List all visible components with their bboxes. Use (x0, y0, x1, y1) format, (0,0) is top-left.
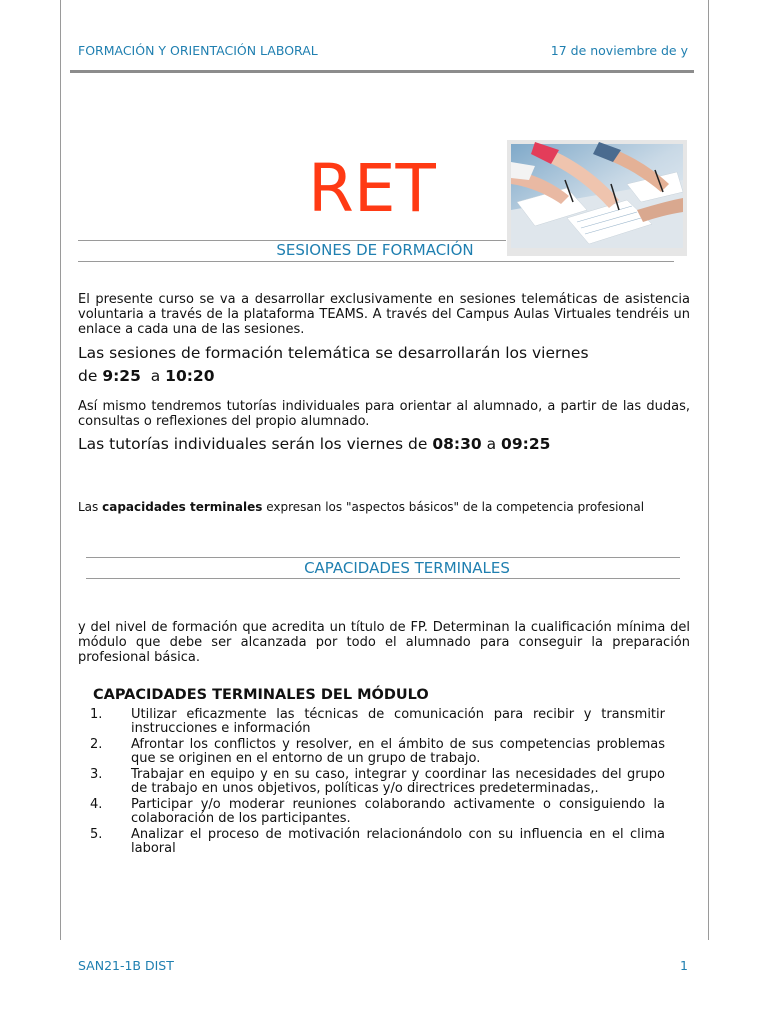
right-margin-line (708, 0, 709, 940)
modulo-heading: CAPACIDADES TERMINALES DEL MÓDULO (93, 687, 429, 703)
section2-title: CAPACIDADES TERMINALES (304, 559, 510, 577)
capacidades-intro (78, 500, 644, 514)
sessions-end-time: 10:20 (165, 367, 215, 385)
list-item-number: 5. (90, 827, 103, 842)
capacidades-list (90, 708, 665, 858)
footer-left-text: SAN21-1B DIST (78, 958, 174, 973)
list-item (90, 738, 665, 766)
capacidades-intro-pre: Las (78, 500, 103, 514)
tutorias-time-prefix: Las tutorías individuales serán los viernes de (78, 435, 433, 453)
list-item-text: Participar y/o moderar reuniones colaborando activamente o consiguiendo la colaboración de los participantes. (131, 797, 665, 826)
page-number: 1 (680, 958, 688, 973)
list-item (90, 798, 665, 826)
section1-bottom-rule (78, 261, 674, 262)
capacidades-intro-bold: capacidades terminales (102, 500, 263, 514)
students-writing-image (507, 140, 687, 256)
capacidades-intro-post: expresan los "aspectos básicos" de la competencia profesional (262, 500, 645, 514)
list-item (90, 828, 665, 856)
list-item-number: 1. (90, 707, 103, 722)
list-item-text: Afrontar los conflictos y resolver, en el ámbito de sus competencias problemas que se originen en el entorno de un grupo de trabajo. (131, 737, 665, 766)
tutorias-time-line (78, 433, 550, 455)
intro-paragraph: El presente curso se va a desarrollar exclusivamente en sesiones telemáticas de asistencia voluntaria a través de la plataforma TEAMS. A través del Campus Aulas Virtuales tendréis un enlace a cada una de las sesiones. (78, 292, 690, 337)
list-item-number: 4. (90, 797, 103, 812)
sessions-time-prefix: de (78, 367, 103, 385)
tutorias-end-time: 09:25 (501, 435, 551, 453)
sessions-line: Las sesiones de formación telemática se desarrollarán los viernes (78, 344, 589, 362)
page-title: RET (308, 150, 436, 227)
list-item-number: 3. (90, 767, 103, 782)
sessions-time-line (78, 365, 215, 387)
list-item-text: Utilizar eficazmente las técnicas de comunicación para recibir y transmitir instrucciones e información (131, 707, 665, 736)
tutorias-time-sep: a (481, 435, 502, 453)
sessions-start-time: 9:25 (102, 367, 141, 385)
header-divider (70, 70, 694, 73)
section1-title: SESIONES DE FORMACIÓN (276, 241, 474, 259)
list-item-text: Trabajar en equipo y en su caso, integrar y coordinar las necesidades del grupo de trabajo en unos objetivos, políticas y/o directrices predeterminadas,. (131, 767, 665, 796)
sessions-time-sep: a (140, 367, 166, 385)
section2-bottom-rule (86, 578, 680, 579)
tutorias-paragraph: Así mismo tendremos tutorías individuales para orientar al alumnado, a partir de las dudas, consultas o reflexiones del propio alumnado. (78, 399, 690, 429)
list-item-number: 2. (90, 737, 103, 752)
section2-top-rule (86, 557, 680, 558)
header-date-text: 17 de noviembre de y (550, 43, 688, 58)
capacidades-paragraph: y del nivel de formación que acredita un título de FP. Determinan la cualificación mínima del módulo que debe ser alcanzada por todo el alumnado para conseguir la preparación profesional básica. (78, 620, 690, 665)
tutorias-start-time: 08:30 (432, 435, 482, 453)
list-item (90, 768, 665, 796)
header-left-text: FORMACIÓN Y ORIENTACIÓN LABORAL (78, 43, 318, 58)
left-margin-line (60, 0, 61, 940)
list-item-text: Analizar el proceso de motivación relacionándolo con su influencia en el clima laboral (131, 827, 665, 856)
list-item (90, 708, 665, 736)
